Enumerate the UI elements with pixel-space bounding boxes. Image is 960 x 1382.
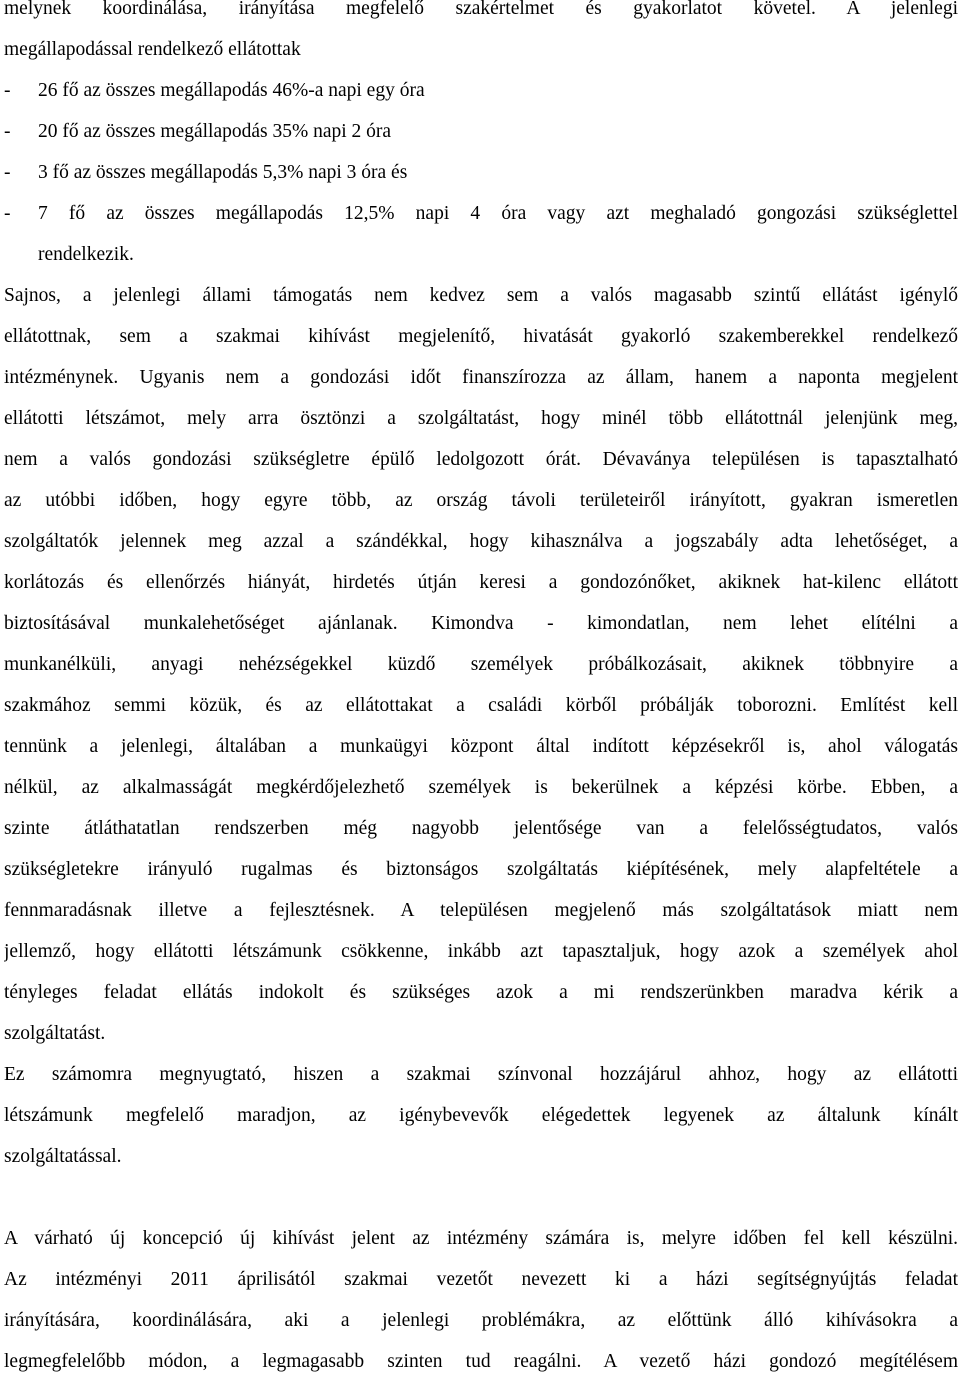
text-line: tennünk a jelenlegi, általában a munkaügyi központ által indított képzésekről is, ahol válogatás: [4, 736, 958, 757]
list-marker: -: [4, 121, 11, 142]
paragraph-funding: [4, 275, 958, 1054]
text-line: nem a valós gondozási szükségletre épülő ledolgozott órát. Dévaványa településen is tapasztalható: [4, 449, 958, 470]
list-item: [4, 152, 958, 193]
text-line: Az intézményi 2011 áprilisától szakmai vezetőt nevezett ki a házi segítségnyújtás feladat: [4, 1269, 958, 1290]
text-line: szolgáltatók jelennek meg azzal a szándékkal, hogy kihasználva a jogszabály adta lehetőséget, a: [4, 531, 958, 552]
list-item-text: 20 fő az összes megállapodás 35% napi 2 óra: [38, 121, 392, 142]
text-line: tényleges feladat ellátás indokolt és szükséges azok a mi rendszerünkben maradva kérik a: [4, 982, 958, 1003]
text-line: szükségletekre irányuló rugalmas és biztonságos szolgáltatás kiépítésének, mely alapfeltétele a: [4, 859, 958, 880]
text-line: létszámunk megfelelő maradjon, az igénybevevők elégedettek legyenek az általunk kínált: [4, 1105, 958, 1126]
text-line: nélkül, az alkalmasságát megkérdőjelezhető személyek is bekerülnek a képzési körbe. Ebben, a: [4, 777, 958, 798]
list-item-continuation: rendelkezik.: [38, 244, 134, 265]
list-marker: -: [4, 162, 11, 183]
list-item-text: 7 fő az összes megállapodás 12,5% napi 4 óra vagy azt meghaladó gongozási szükséglettel: [38, 203, 958, 224]
text-line: jellemző, hogy ellátotti létszámunk csökkenne, inkább azt tapasztaljuk, hogy azok a személyek ahol: [4, 941, 958, 962]
text-line: Sajnos, a jelenlegi állami támogatás nem kedvez sem a valós magasabb szintű ellátást igénylő: [4, 285, 958, 306]
text-line: legmegfelelőbb módon, a legmagasabb szinten tud reagálni. A vezető házi gondozó megítélésem: [4, 1351, 958, 1372]
text-line: szolgáltatást.: [4, 1023, 106, 1044]
text-line: melynek koordinálása, irányítása megfelelő szakértelmet és gyakorlatot követel. A jelenlegi: [4, 0, 958, 19]
list-item: [4, 70, 958, 111]
text-line: intézménynek. Ugyanis nem a gondozási időt finanszírozza az állam, hanem a naponta megjelent: [4, 367, 958, 388]
text-line: szakmához semmi közük, és az ellátottakat a családi körből próbálják toborozni. Említést kell: [4, 695, 958, 716]
list-marker: -: [4, 80, 11, 101]
text-line: ellátottnak, sem a szakmai kihívást megjelenítő, hivatását gyakorló szakemberekkel rendelkező: [4, 326, 958, 347]
list-item: [4, 111, 958, 152]
paragraph-new-concept: [4, 1218, 958, 1382]
text-line: megállapodással rendelkező ellátottak: [4, 39, 301, 60]
text-line: fennmaradásnak illetve a fejlesztésnek. A településen megjelenő más szolgáltatások miatt nem: [4, 900, 958, 921]
text-line: munkanélküli, anyagi nehézségekkel küzdő személyek próbálkozásait, akiknek többnyire a: [4, 654, 958, 675]
list-item-text: 26 fő az összes megállapodás 46%-a napi egy óra: [38, 80, 425, 101]
text-line: szolgáltatással.: [4, 1146, 122, 1167]
text-line: ellátotti létszámot, mely arra ösztönzi a szolgáltatást, hogy minél több ellátottnál jelenjünk meg,: [4, 408, 958, 429]
text-line: szinte átláthatatlan rendszerben még nagyobb jelentősége van a felelősségtudatos, valós: [4, 818, 958, 839]
paragraph-intro: [4, 0, 958, 70]
paragraph-reassurance: [4, 1054, 958, 1177]
text-line: korlátozás és ellenőrzés hiányát, hirdetés útján keresi a gondozónőket, akiknek hat-kilenc ellátott: [4, 572, 958, 593]
text-line: az utóbbi időben, hogy egyre több, az ország távoli területeiről irányított, gyakran ismeretlen: [4, 490, 958, 511]
text-line: irányítására, koordinálására, aki a jelenlegi problémákra, az előttünk álló kihívásokra a: [4, 1310, 958, 1331]
list-item-text: 3 fő az összes megállapodás 5,3% napi 3 óra és: [38, 162, 408, 183]
paragraph-spacer: [4, 1177, 958, 1218]
text-line: Ez számomra megnyugtató, hiszen a szakmai színvonal hozzájárul ahhoz, hogy az ellátotti: [4, 1064, 958, 1085]
list-item: [4, 193, 958, 234]
dash-list: [4, 70, 958, 275]
list-marker: -: [4, 203, 11, 224]
text-line: biztosításával munkalehetőséget ajánlanak. Kimondva - kimondatlan, nem lehet elítélni a: [4, 613, 958, 634]
text-line: A várható új koncepció új kihívást jelent az intézmény számára is, melyre időben fel kell készülni.: [4, 1228, 958, 1249]
document-body: [4, 0, 958, 1382]
